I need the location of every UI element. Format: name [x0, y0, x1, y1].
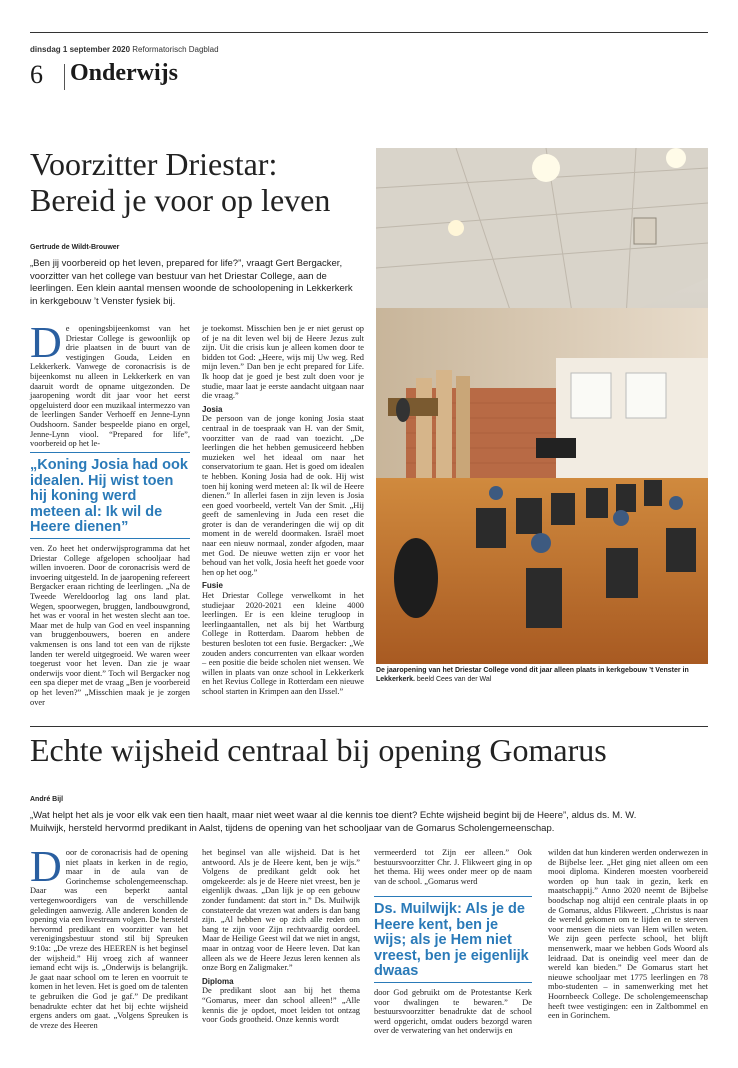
- section-title: Onderwijs: [70, 60, 178, 86]
- quote-rule-bottom: [30, 538, 190, 539]
- section-divider: [64, 64, 65, 90]
- photo-caption: De jaaropening van het Driestar College vond dit jaar alleen plaats in kerkgebouw ’t Venster in Lekkerkerk. beeld Cees van der Wal: [376, 667, 689, 683]
- article1-pull-quote: „Koning Josia had ook idealen. Hij wist toen hij koning werd meteen al: Ik wil de Heere dienen”: [30, 457, 188, 535]
- article2-pull-quote: Ds. Muilwijk: Als je de Heere kent, ben je wijs; als je Hem niet vreest, ben je eigenlijk dwaas: [374, 901, 529, 979]
- article2-intro: „Wat helpt het als je voor elk vak een tien haalt, maar niet weet waar al die kennis toe dient? Echte wijsheid begint bij de Heere”, aldus ds. M. W. Muilwijk, hersteld hervormd predikant in Aalst, tijdens de opening van het schooljaar van de Gomarus Scholengemeenschap.: [30, 810, 637, 834]
- article1-headline: Voorzitter Driestar: Bereid je voor op leven: [30, 146, 331, 218]
- page-number: 6: [30, 60, 43, 89]
- article1-col2: je toekomst. Misschien ben je er niet gerust op of je na dit leven wel bij de Heere Jezus zult zijn. Uit die crisis kun je alleen komen door te bidden tot God: „Heere, wijs mij Uw weg. Red mijn leven.” Dan ben je echt prepared for Life. Ik hoop dat je goed je best zult doen voor je studie, maar laat je eerste aandacht uitgaan naar die vraag.” Josia De persoon van de jonge koning Josia staat centraal in de toespraak van H. van der Smit, voorzitter van de raad van toezicht. „De leerlingen die het hebben gemusiceerd hebben muzieken wel het ideaal om naar het conservatorium te gaan. Het is goed om idealen te hebben. Koning Josia had de ook. Hij wist toen hij koning werd meteen al: Ik wil de Heere dienen.” In allerlei fasen in zijn leven is Josia een goed voorbeeld, vertelt Van der Smit. „Hij geeft de samenleving in Juda een reset die groter is dan de veranderingen die wij op dit moment in de wereld doormaken. Israël moet naar een nieuw normaal, zonder afgoden, maar met God. De nieuwe wetten zijn er voor het behoud van het volk, Josia heeft het goede voor hen op het oog.” Fusie Het Driestar College verwelkomt in het studiejaar 2020-2021 een kleine 4000 leerlingen. Er is een kleine terugloop in leerlingaantallen, net als bij het Wartburg College in Rotterdam. Daarom hebben de besturen besloten tot een fusie. Bergacker: „We zouden anders concurrenten van elkaar worden – een positie die beide scholen niet wensen. We willen in plaats van onze school in Lekkerkerk en het Revius College in Rotterdam een nieuwe school starten in Krimpen aan den IJssel.”: [202, 324, 364, 696]
- quote2-rule-bottom: [374, 982, 532, 983]
- top-rule: [30, 32, 708, 33]
- subhead-diploma: Diploma: [202, 976, 234, 986]
- subhead-josia: Josia: [202, 404, 223, 414]
- article2-col3-bottom: door God gebruikt om de Protestantse Kerk voor dwalingen te bewaren.” De bestuursvoorzitter benadrukte dat de school werd opgericht, omdat ouders bezorgd waren over de verwatering van het onderwijs en: [374, 988, 532, 1036]
- quote2-rule-top: [374, 896, 532, 897]
- article2-col3-top: vermeerderd tot Zijn eer alleen.” Ook bestuursvoorzitter Chr. J. Flikweert ging in op het thema. Hij wees onder meer op de naam van de school. „Gomarus werd: [374, 848, 532, 886]
- article2-headline: Echte wijsheid centraal bij opening Gomarus: [30, 732, 607, 768]
- article-divider: [30, 726, 708, 727]
- photo-credit: beeld Cees van der Wal: [416, 676, 492, 683]
- article2-byline: André Bijl: [30, 796, 64, 803]
- article1-col1-bottom: ven. Zo heet het onderwijsprogramma dat het Driestar College afgelopen schooljaar had willen invoeren. Door de coronacrisis werd de invoering uitgesteld. In de jaaropening refereert Bergacker eraan richting de leerlingen. „Na de Tweede Wereldoorlog lag ons land plat. Wegen, spoorwegen, bruggen, landbouwgrond, het was er vooral in het westen slecht aan toe. Maar met de hulp van God en veel inspanning van bruggenbouwers, boeren en andere vakmensen is ons land tot een van de rijkste landen ter wereld uitgegroeid. We waren weer toegerust voor het leven. Dan zie je waar onderwijs voor dient.” Toch wil Bergacker nog een spa dieper met de vraag „Ben je voorbereid op het leven?” „Misschien maak je je zorgen over: [30, 544, 190, 707]
- article2-col2: het beginsel van alle wijsheid. Dat is het antwoord. Als je de Heere kent, ben je wijs.” Volgens de predikant geldt ook het omgekeerde: als je de Heere niet vreest, ben je eigenlijk dwaas. „Dan lijk je op een gebouw zonder fundament: dat stort in.” Ds. Muilwijk constateerde dat vrezen wat anders is dan bang zijn. „Al hebben we op zich alle reden om bang te zijn voor Zijn rechtvaardig oordeel. Maar de Heilige Geest wil dat we niet in angst, maar in ontzag voor de Heere leven. Dat kan alleen als we de Heere Jezus leren kennen als onze Borg en Zaligmaker.” Diploma De predikant sloot aan bij het thema “Gomarus, meer dan school alleen!” „Alle kennis die je opdoet, moet leiden tot ontzag voor Gods grootheid. Onze kennis wordt: [202, 848, 360, 1025]
- quote-rule-top: [30, 452, 190, 453]
- article1-dropcap: D: [30, 318, 62, 367]
- article1-byline: Gertrude de Wildt-Brouwer: [30, 244, 120, 251]
- article1-intro: „Ben jij voorbereid op het leven, prepared for life?”, vraagt Gert Bergacker, voorzitter van het college van bestuur van het Driestar College, aan de leerlingen. Een klein aantal mensen woonde de schoolopening in Lekkerkerk in kerkgebouw ’t Venster fysiek bij.: [30, 258, 353, 307]
- article2-col1: Door de coronacrisis had de opening niet plaats in kerken in de regio, maar in de aula van de Gorinchemse scholengemeenschap. Daar was een beperkt aantal vertegenwoordigers van de verschillende geledingen aanwezig. Alle anderen konden de opening via een livestream volgen. De hersteld hervormd predikant en voorzitter van het verenigingsbestuur stond stil bij Spreuken 9:10a: „De vreze des HEEREN is het beginsel der wijsheid.” Hij vroeg zich af wanneer iemand echt wijs is. „Onderwijs is belangrijk. Je gaat naar school om te leren en voorruit te komen in het leven. Het is goed om de talenten te gebruiken die God je gaf.” De predikant benadrukte echter dat het bij echte wijsheid ergens anders om gaat. „Volgens Spreuken is de vreze des Heeren: [30, 842, 188, 1030]
- dateline: dinsdag 1 september 2020 Reformatorisch Dagblad: [30, 45, 219, 54]
- article2-col4: wilden dat hun kinderen werden onderwezen in de Bijbelse leer. „Het ging niet alleen om een mooi diploma. Kinderen moesten voorbereid worden op hun taak in gezin, kerk en maatschappij.” Anno 2020 neemt de Bijbelse boodschap nog altijd een centrale plaats in op de Gomarus, aldus Flikweert. „Christus is naar de wereld gekomen om te lijden en te sterven voor mensen die niets van Hem willen weten. We zijn geen perfecte school, het blijft mensenwerk, maar we hebben Gods Woord als leidraad. Dat is oneindig veel meer dan de wereld kan bieden.” De Gomarus start het nieuwe schooljaar met 1775 leerlingen en 78 mbo-studenten – in samenwerking met het Hoornbeeck College. De scholengemeenschap heeft twee vestigingen: een in Zaltbommel en een in Gorinchem.: [548, 848, 708, 1021]
- photo-image: [376, 148, 708, 664]
- article1-col1-top: De openingsbijeenkomst van het Driestar College is gewoonlijk op drie plaatsen in de buurt van de vestigingen Gouda, Leiden en Lekkerkerk. Vanwege de coronacrisis is de bijeenkomst nu alleen in Lekkerkerk en van daaruit wordt de opname uitgezonden. De jaaropening wordt dit jaar voor het eerst opgeluisterd door een muzikaal intermezzo van de leerlingen Sander Verhoeff en Jenne-Lynn Oudshoorn. Sander bespeelde piano en orgel, Jenne-Lynn viool. “Prepared for life”, voorbereid op het le-: [30, 318, 190, 449]
- subhead-fusie: Fusie: [202, 581, 223, 591]
- article2-dropcap: D: [30, 842, 62, 891]
